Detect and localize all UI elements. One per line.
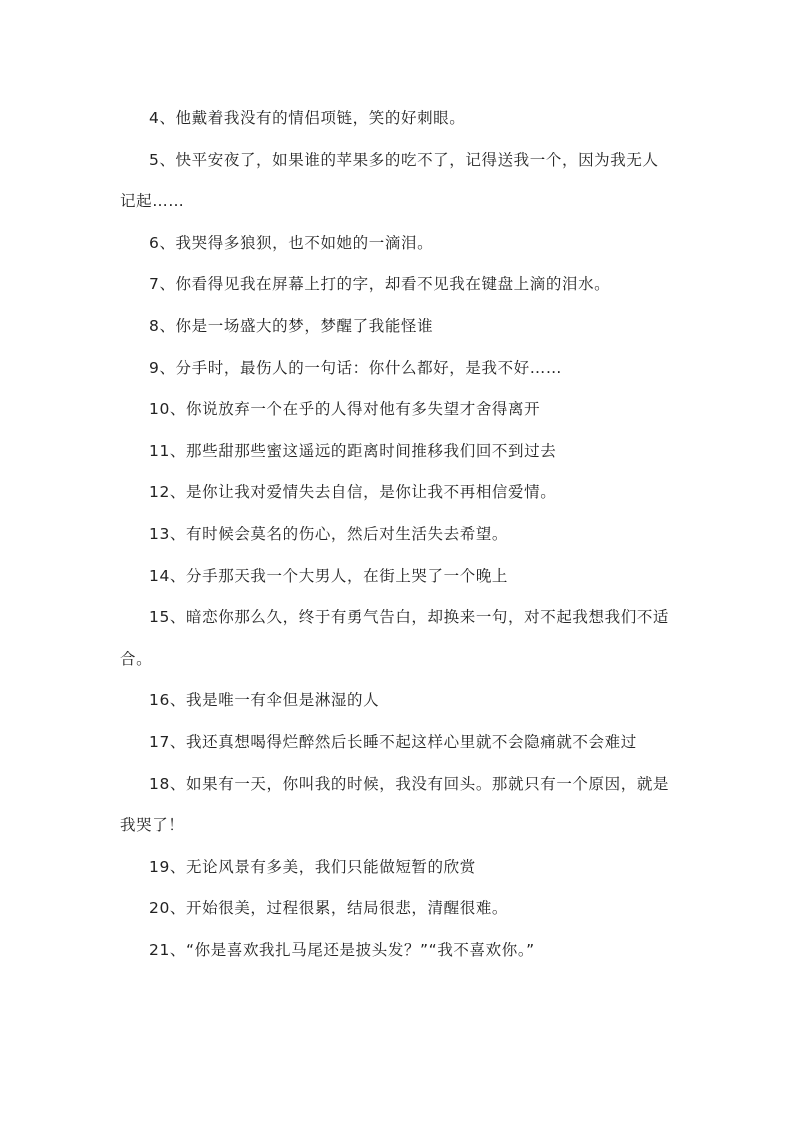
paragraph-6: 6、我哭得多狼狈，也不如她的一滴泪。 (149, 233, 434, 252)
paragraph-13: 13、有时候会莫名的伤心，然后对生活失去希望。 (149, 524, 509, 543)
paragraph-19: 19、无论风景有多美，我们只能做短暂的欣赏 (149, 857, 476, 876)
paragraph-17: 17、我还真想喝得烂醉然后长睡不起这样心里就不会隐痛就不会难过 (149, 732, 637, 751)
paragraph-14: 14、分手那天我一个大男人，在街上哭了一个晚上 (149, 566, 509, 585)
paragraph-5: 5、快平安夜了，如果谁的苹果多的吃不了，记得送我一个，因为我无人记起…… (120, 150, 659, 211)
paragraph-15: 15、暗恋你那么久，终于有勇气告白，却换来一句，对不起我想我们不适合。 (120, 608, 670, 668)
document-body (120, 98, 674, 971)
paragraph-10: 10、你说放弃一个在乎的人得对他有多失望才舍得离开 (149, 400, 541, 419)
paragraph-8: 8、你是一场盛大的梦，梦醒了我能怪谁 (149, 316, 434, 335)
paragraph-11: 11、那些甜那些蜜这遥远的距离时间推移我们回不到过去 (149, 441, 557, 460)
paragraph-20: 20、开始很美，过程很累，结局很悲，清醒很难。 (149, 899, 509, 918)
paragraph-21: 21、“你是喜欢我扎马尾还是披头发？”“我不喜欢你。” (149, 940, 535, 959)
paragraph-18: 18、如果有一天，你叫我的时候，我没有回头。那就只有一个原因，就是我哭了！ (120, 774, 670, 835)
paragraph-16: 16、我是唯一有伞但是淋湿的人 (149, 691, 380, 710)
paragraph-9: 9、分手时，最伤人的一句话：你什么都好，是我不好…… (149, 358, 562, 377)
paragraph-4: 4、他戴着我没有的情侣项链，笑的好刺眼。 (149, 109, 466, 127)
paragraph-7: 7、你看得见我在屏幕上打的字，却看不见我在键盘上滴的泪水。 (149, 275, 611, 294)
paragraph-12: 12、是你让我对爱情失去自信，是你让我不再相信爱情。 (149, 483, 557, 502)
